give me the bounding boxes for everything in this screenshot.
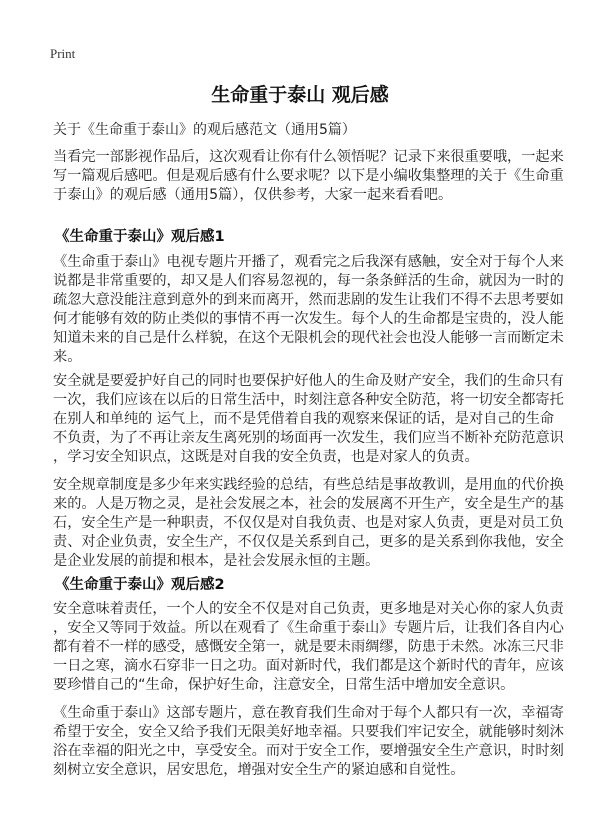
text-line: ，安全又等同于效益。所以在观看了《生命重于泰山》专题片后，让我们各自内心 — [53, 620, 564, 636]
paragraph — [53, 372, 564, 467]
text-line: 不负责，为了不再让亲友生离死别的场面再一次发生，我们应当不断补充防范意识 — [53, 430, 564, 446]
text-line: 都有着不一样的感受，感慨安全第一，就是要未雨绸缪，防患于未然。冰冻三尺非 — [53, 639, 564, 655]
text-line: 刻树立安全意识，居安思危，增强对安全生产的紧迫感和自觉性。 — [53, 762, 465, 778]
text-line: 疏忽大意没能注意到意外的到来而离开，然而悲剧的发生让我们不得不去思考要如 — [53, 292, 564, 308]
paragraph — [53, 600, 564, 695]
text-line: 来的。人是万物之灵，是社会发展之本，社会的发展离不开生产，安全是生产的基 — [53, 496, 564, 512]
text-line: 是企业发展的前提和根本，是社会发展永恒的主题。 — [53, 553, 380, 569]
document-title: 生命重于泰山 观后感 — [211, 84, 389, 106]
text-line: 当看完一部影视作品后，这次观看让你有什么领悟呢？记录下来很重要哦，一起来 — [53, 149, 564, 165]
text-line: 责、对企业负责，安全生产，不仅仅是关系到自己，更多的是关系到你我他，安全 — [53, 534, 564, 550]
text-line: 要珍惜自己的“生命，保护好生命，注意安全，日常生活中增加安全意识。 — [53, 677, 515, 693]
paragraph — [53, 476, 564, 571]
text-line: 在别人和单纯的 运气上，而不是凭借着自我的观察来保证的话，是对自己的生命 — [53, 411, 555, 427]
text-line: 一日之寒，滴水石穿非一日之功。面对新时代，我们都是这个新时代的青年，应该 — [53, 658, 564, 674]
text-line: 写一篇观后感吧。但是观后感有什么要求呢？以下是小编收集整理的关于《生命重 — [53, 168, 564, 184]
text-line: 何才能够有效的防止类似的事情不再一次发生。每个人的生命都是宝贵的，没人能 — [53, 311, 564, 327]
print-link[interactable]: Print — [50, 46, 76, 61]
intro-paragraph — [53, 148, 564, 205]
text-line: 一次，我们应该在以后的日常生活中，时刻注意各种安全防范，将一切安全都寄托 — [53, 392, 564, 408]
section-heading-2: 《生命重于泰山》观后感2 — [55, 577, 225, 593]
text-line: 《生命重于泰山》电视专题片开播了，观看完之后我深有感触，安全对于每个人来 — [53, 254, 564, 270]
text-line: 说都是非常重要的，却又是人们容易忽视的，每一条条鲜活的生命，就因为一时的 — [53, 273, 564, 289]
document-subtitle: 关于《生命重于泰山》的观后感范文（通用5篇） — [53, 122, 356, 138]
text-line: 来。 — [53, 349, 82, 365]
text-line: 于泰山》的观后感（通用5篇），仅供参考，大家一起来看看吧。 — [53, 187, 453, 203]
text-line: 浴在幸福的阳光之中，享受安全。而对于安全工作，要增强安全生产意识，时时刻 — [53, 743, 564, 759]
section-heading-1: 《生命重于泰山》观后感1 — [55, 229, 225, 245]
paragraph — [53, 704, 564, 780]
text-line: 希望于安全，安全又给予我们无限美好地幸福。只要我们牢记安全，就能够时刻沐 — [53, 724, 564, 740]
text-line: ，学习安全知识点，这既是对自我的安全负责，也是对家人的负责。 — [53, 449, 479, 465]
text-line: 《生命重于泰山》这部专题片，意在教育我们生命对于每个人都只有一次，幸福寄 — [53, 705, 564, 721]
text-line: 安全就是要爱护好自己的同时也要保护好他人的生命及财产安全，我们的生命只有 — [53, 373, 564, 389]
text-line: 安全意味着责任，一个人的安全不仅是对自己负责，更多地是对关心你的家人负责 — [53, 601, 564, 617]
text-line: 安全规章制度是多少年来实践经验的总结，有些总结是事故教训，是用血的代价换 — [53, 477, 564, 493]
text-line: 石，安全生产是一种职责，不仅仅是对自我负责、也是对家人负责，更是对员工负 — [53, 515, 564, 531]
paragraph — [53, 253, 564, 367]
text-line: 知道未来的自己是什么样貌，在这个无限机会的现代社会也没人能够一言而断定未 — [53, 330, 564, 346]
